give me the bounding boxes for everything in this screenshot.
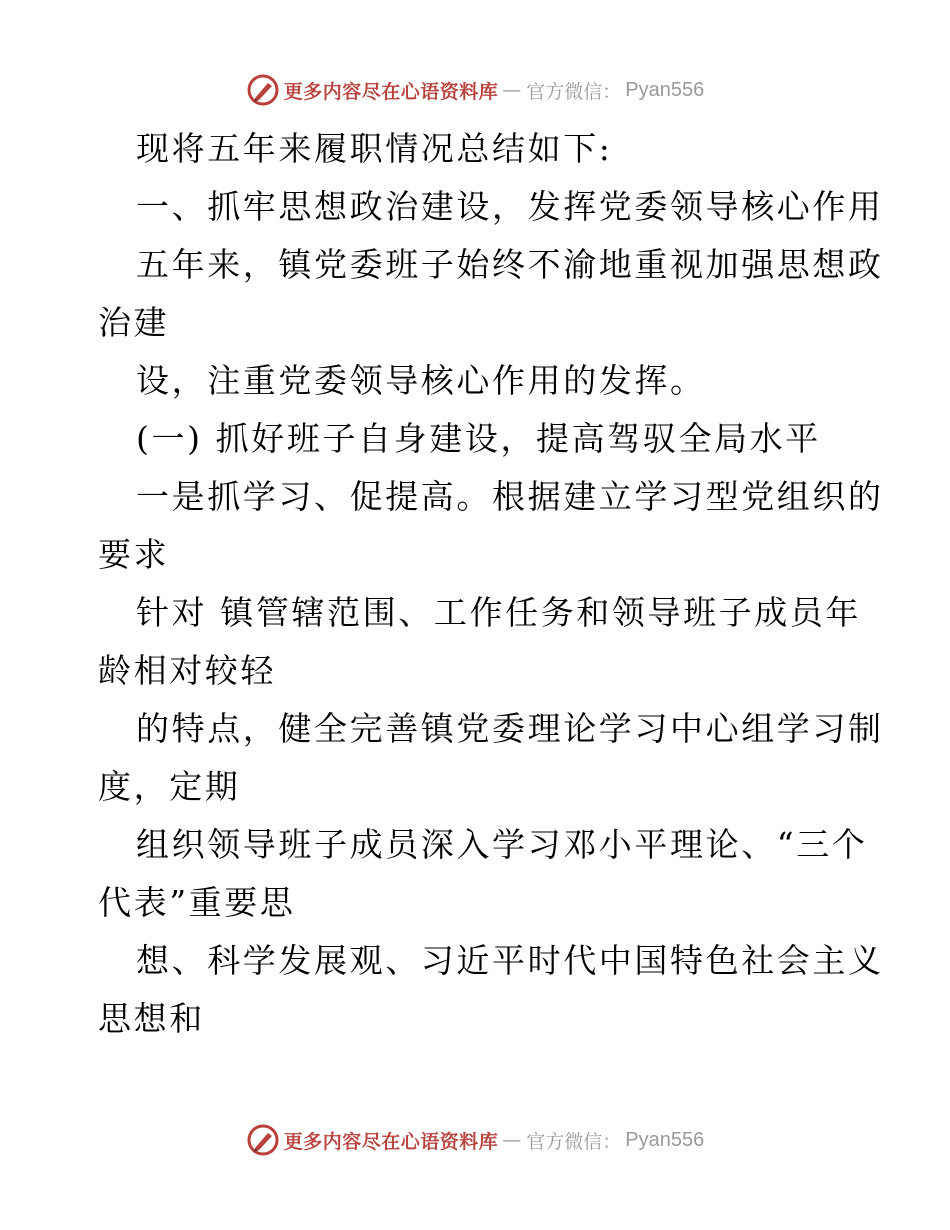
banner-separator: — (502, 79, 523, 101)
header-banner-content (246, 73, 705, 107)
text-line: 组织领导班子成员深入学习邓小平理论、“三个 (136, 825, 868, 864)
banner-main-text: 更多内容尽在心语资料库 (283, 1130, 499, 1153)
pen-logo-icon (246, 1123, 280, 1157)
text-line: 思想和 (98, 999, 205, 1038)
text-line: 治建 (98, 303, 170, 342)
text-line: 想、科学发展观、习近平时代中国特色社会主义 (136, 941, 884, 980)
pen-logo-icon (246, 73, 280, 107)
banner-separator: — (502, 1129, 523, 1151)
footer-banner-content (246, 1123, 705, 1157)
banner-main-text: 更多内容尽在心语资料库 (283, 80, 499, 103)
text-line: 一是抓学习、促提高。根据建立学习型党组织的 (136, 477, 884, 516)
text-line: 龄相对较轻 (98, 651, 276, 690)
text-line: 要求 (98, 535, 170, 574)
banner-contact-label: 官方微信： (526, 1130, 622, 1153)
banner-contact-label: 官方微信： (526, 80, 622, 103)
banner-contact-id: Pyan556 (625, 1128, 705, 1151)
text-line: 现将五年来履职情况总结如下: (136, 129, 613, 168)
text-line: (一) 抓好班子自身建设，提高驾驭全局水平 (136, 419, 821, 458)
header-banner (0, 70, 950, 110)
text-line: 度，定期 (98, 767, 241, 806)
banner-contact-id: Pyan556 (625, 78, 705, 101)
text-line: 设，注重党委领导核心作用的发挥。 (136, 361, 706, 400)
text-line: 五年来，镇党委班子始终不渝地重视加强思想政 (136, 245, 884, 284)
text-line: 的特点，健全完善镇党委理论学习中心组学习制 (136, 709, 884, 748)
document-body (98, 120, 884, 1048)
footer-banner (0, 1120, 950, 1160)
text-line: 代表”重要思 (98, 883, 296, 922)
text-line: 一、抓牢思想政治建设，发挥党委领导核心作用 (136, 187, 884, 226)
text-line: 针对 镇管辖范围、工作任务和领导班子成员年 (136, 593, 862, 632)
